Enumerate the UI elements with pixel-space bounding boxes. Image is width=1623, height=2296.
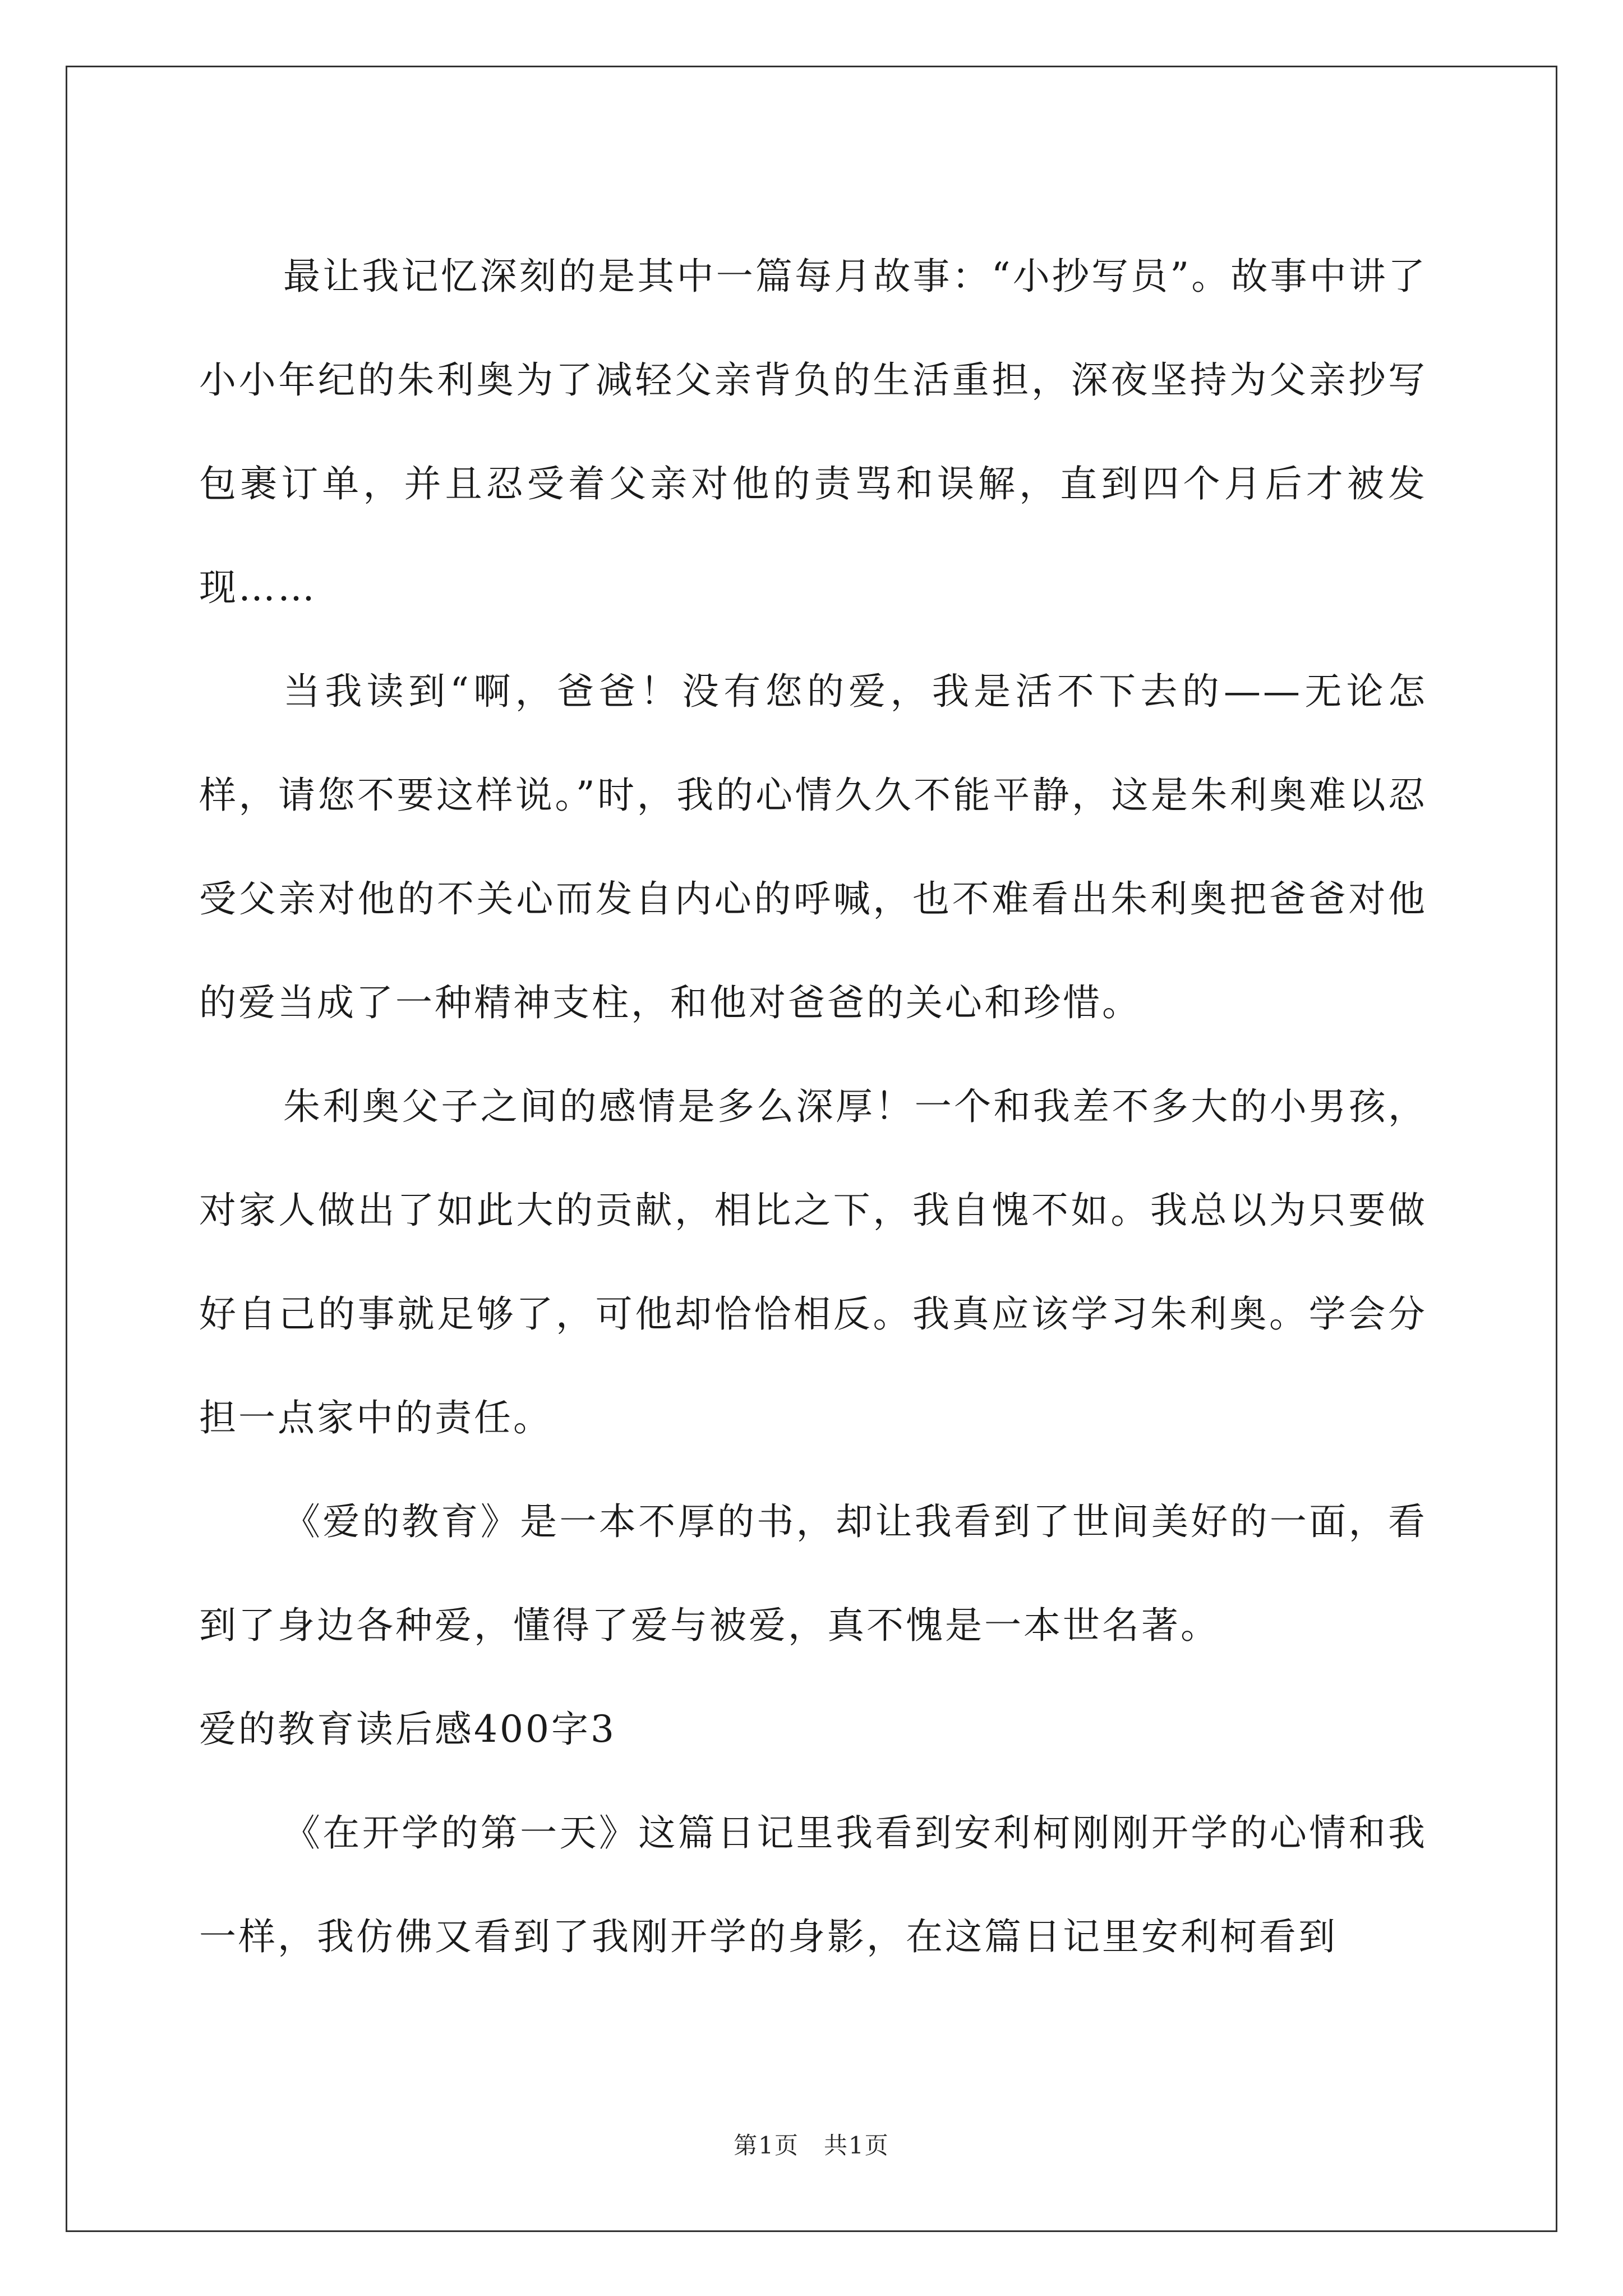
paragraph-1: 最让我记忆深刻的是其中一篇每月故事：“小抄写员”。故事中讲了小小年纪的朱利奥为了减轻父亲背负的生活重担，深夜坚持为父亲抄写包裹订单，并且忍受着父亲对他的责骂和误解，直到四个月后才被发现…… <box>199 255 1427 609</box>
paragraph-2: 当我读到“啊，爸爸！没有您的爱，我是活不下去的——无论怎样，请您不要这样说。”时，我的心情久久不能平静，这是朱利奥难以忍受父亲对他的不关心而发自内心的呼喊，也不难看出朱利奥把爸爸对他的爱当成了一种精神支柱，和他对爸爸的关心和珍惜。 <box>199 670 1427 1024</box>
paragraph-3: 朱利奥父子之间的感情是多么深厚！一个和我差不多大的小男孩，对家人做出了如此大的贡献，相比之下，我自愧不如。我总以为只要做好自己的事就足够了，可他却恰恰相反。我真应该学习朱利奥。学会分担一点家中的责任。 <box>199 1085 1427 1439</box>
paragraph-4: 《爱的教育》是一本不厚的书，却让我看到了世间美好的一面，看到了身边各种爱，懂得了爱与被爱，真不愧是一本世名著。 <box>199 1500 1427 1647</box>
document-body <box>199 224 1427 1989</box>
section-paragraph-1: 《在开学的第一天》这篇日记里我看到安利柯刚刚开学的心情和我一样，我仿佛又看到了我刚开学的身影，在这篇日记里安利柯看到 <box>199 1811 1427 1958</box>
section-heading: 爱的教育读后感400字3 <box>199 1708 616 1751</box>
page-footer: 第1页 共1页 <box>734 2132 889 2159</box>
